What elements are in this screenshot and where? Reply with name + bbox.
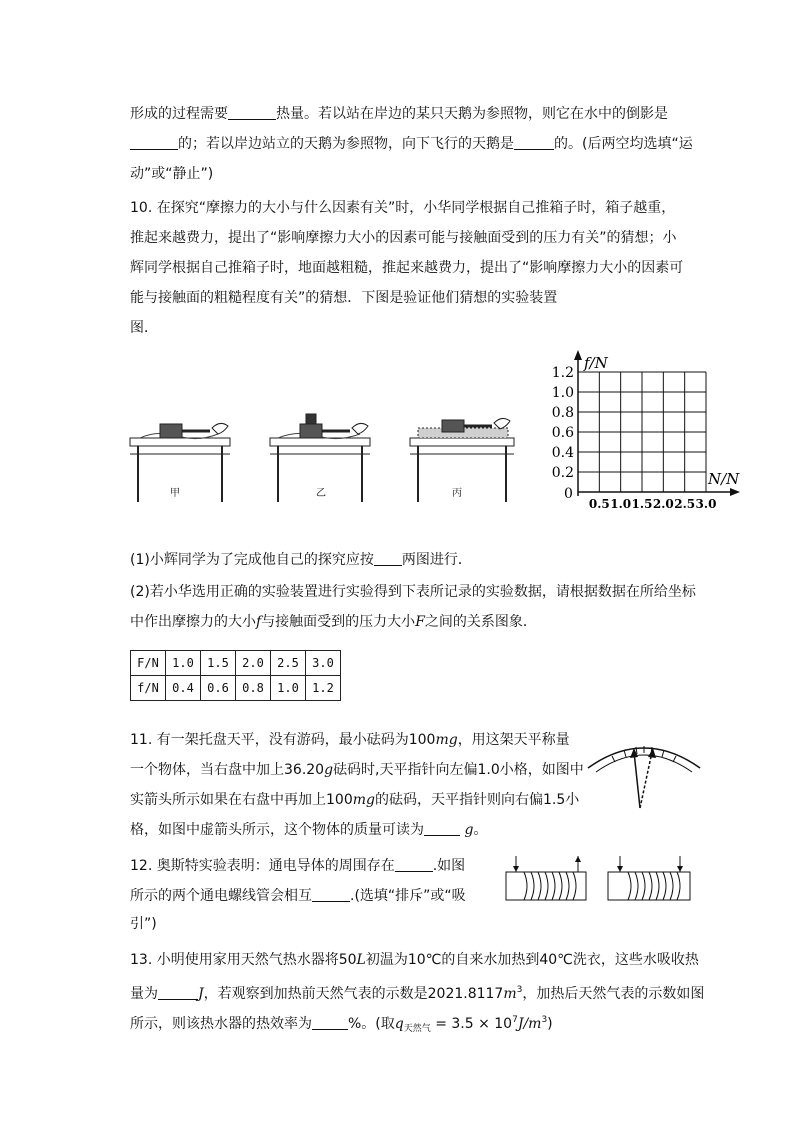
coil-turn — [670, 872, 673, 900]
table-cell: 1.0 — [271, 676, 306, 701]
scale-arc-inner — [596, 755, 692, 772]
q12-line1: 12. 奥斯特实验表明：通电导体的周围存在 .如图 — [130, 858, 466, 874]
coil-turn — [524, 872, 527, 900]
y-axis-arrow — [574, 350, 582, 360]
x-tick-label: 0.5 — [588, 497, 610, 511]
table-cell: 2.5 — [271, 651, 306, 676]
q10-line2: 推起来越费力，提出了“影响摩擦力大小的因素可能与接触面受到的压力有关”的猜想；小 — [130, 230, 677, 246]
coil-turn — [663, 872, 666, 900]
figure-label-bing: 丙 — [452, 488, 462, 499]
answer-blank[interactable] — [228, 105, 276, 120]
q10-sub2-line1: (2)若小华选用正确的实验装置进行实验得到下表所记录的实验数据，请根据数据在所给坐标 — [130, 584, 696, 600]
coil-turn — [566, 872, 569, 900]
coil-turn — [635, 872, 638, 900]
experiment-apparatus-figure — [128, 398, 548, 508]
coordinate-grid-chart[interactable] — [548, 348, 748, 518]
y-tick-label: 0.2 — [551, 465, 574, 481]
coil-turn — [573, 872, 576, 900]
coil-windings — [524, 872, 576, 900]
coil-turn — [656, 872, 659, 900]
coil-windings — [628, 872, 680, 900]
table-row — [131, 651, 341, 676]
x-tick-labels — [589, 497, 717, 511]
q10-line4: 能与接触面的粗糙程度有关”的猜想．下图是验证他们猜想的实验装置 — [130, 290, 558, 306]
q13-line2: 量为 J，若观察到加热前天然气表的示数是$2021.8117m^3$，加热后天然气表的示数如图 — [130, 985, 705, 1002]
solenoid-left — [506, 856, 586, 900]
y-tick-label: 1.0 — [551, 385, 574, 401]
coil-turn — [677, 872, 680, 900]
table-row — [131, 676, 341, 701]
q10-line5: 图． — [130, 320, 158, 336]
answer-blank[interactable] — [374, 551, 402, 566]
table-cell: 1.5 — [201, 651, 236, 676]
apparatus-jia — [130, 423, 230, 502]
coil-turn — [559, 872, 562, 900]
x-tick-label: 1.0 — [610, 497, 632, 511]
table-cell: 1.0 — [166, 651, 201, 676]
solenoid-right — [608, 856, 690, 900]
figure-label-jia: 甲 — [170, 488, 180, 499]
q10-line1: 10. 在探究“摩擦力的大小与什么因素有关”时，小华同学根据自己推箱子时，箱子越重， — [130, 200, 676, 216]
q13-line1: 13. 小明使用家用天然气热水器将50L初温为10℃的自来水加热到40℃洗衣，这些水吸收热 — [130, 952, 699, 968]
q11-line2: 一个物体，当右盘中加上36.20g砝码时,天平指针向左偏1.0小格，如图中 — [130, 762, 584, 778]
q11-line1: 11. 有一架托盘天平，没有游码，最小砝码为100mg，用这架天平称量 — [130, 732, 570, 748]
figure-label-yi: 乙 — [316, 488, 326, 499]
coil-turn — [649, 872, 652, 900]
q12-line3: 引”) — [130, 916, 157, 932]
balance-pointer-figure — [584, 732, 704, 812]
x-tick-label: 2.0 — [652, 497, 674, 511]
answer-blank[interactable] — [395, 857, 433, 872]
y-tick-label: 0.8 — [551, 405, 574, 421]
table-cell: 0.6 — [201, 676, 236, 701]
y-tick-label: 0.4 — [551, 445, 574, 461]
q13-line3: 所示，则该热水器的热效率为 %。(取$q_{天然气} = 3.5 \times 10^7J/m^3$) — [130, 1015, 553, 1034]
q10-line3: 辉同学根据自己推箱子时，地面越粗糙，推起来越费力，提出了“影响摩擦力大小的因素可 — [130, 260, 684, 276]
table-cell: 3.0 — [306, 651, 341, 676]
table-cell: 2.0 — [236, 651, 271, 676]
answer-blank[interactable] — [312, 1015, 348, 1030]
q9-line1: 形成的过程需要 热量。若以站在岸边的某只天鹅为参照物，则它在水中的倒影是 — [130, 106, 668, 122]
dashed-pointer-arrow — [640, 752, 652, 808]
table-cell: 0.4 — [166, 676, 201, 701]
answer-blank[interactable] — [514, 135, 554, 150]
q11-line3: 实箭头所示如果在右盘中再加上100mg的砝码，天平指针则向右偏1.5小 — [130, 792, 580, 808]
q9-line2: 的；若以岸边站立的天鹅为参照物，向下飞行的天鹅是 的。(后两空均选填“运 — [130, 134, 693, 154]
table-cell: 0.8 — [236, 676, 271, 701]
x-axis-arrow — [730, 488, 740, 496]
grid-lines — [578, 372, 706, 492]
coil-turn — [531, 872, 534, 900]
q10-sub1: (1)小辉同学为了完成他自己的探究应按 两图进行． — [130, 552, 472, 568]
y-tick-label: 0.6 — [551, 425, 574, 441]
data-table — [130, 650, 341, 701]
coil-turn — [628, 872, 631, 900]
coil-turn — [552, 872, 555, 900]
x-axis-label: N/N — [708, 470, 740, 488]
coil-turn — [642, 872, 645, 900]
origin-label: 0 — [564, 486, 573, 502]
table-cell: 1.2 — [306, 676, 341, 701]
solenoids-figure — [504, 852, 694, 908]
q12-line2: 所示的两个通电螺线管会相互 .(选填“排斥”或“吸 — [130, 888, 466, 904]
coil-turn — [545, 872, 548, 900]
q10-sub2-line2: 中作出摩擦力的大小f与接触面受到的压力大小F之间的关系图象． — [130, 614, 537, 630]
answer-blank[interactable] — [312, 887, 350, 902]
table-header-cell: F/N — [131, 651, 166, 676]
x-tick-label: 3.0 — [695, 497, 717, 511]
x-tick-label: 2.5 — [674, 497, 696, 511]
y-axis-label: f/N — [584, 354, 608, 372]
q11-line4: 格，如图中虚箭头所示，这个物体的质量可读为 g。 — [130, 822, 488, 838]
answer-blank[interactable] — [424, 821, 460, 836]
solid-pointer-arrow — [634, 752, 640, 808]
apparatus-bing — [410, 418, 514, 502]
x-tick-label: 1.5 — [631, 497, 653, 511]
y-tick-label: 1.2 — [551, 365, 574, 381]
table-header-cell: f/N — [131, 676, 166, 701]
scale-ticks — [612, 746, 676, 762]
coil-turn — [538, 872, 541, 900]
q9-line3: 动”或“静止”) — [130, 166, 214, 182]
y-tick-labels — [552, 365, 574, 481]
answer-blank[interactable] — [158, 985, 198, 1000]
answer-blank[interactable] — [130, 135, 178, 150]
